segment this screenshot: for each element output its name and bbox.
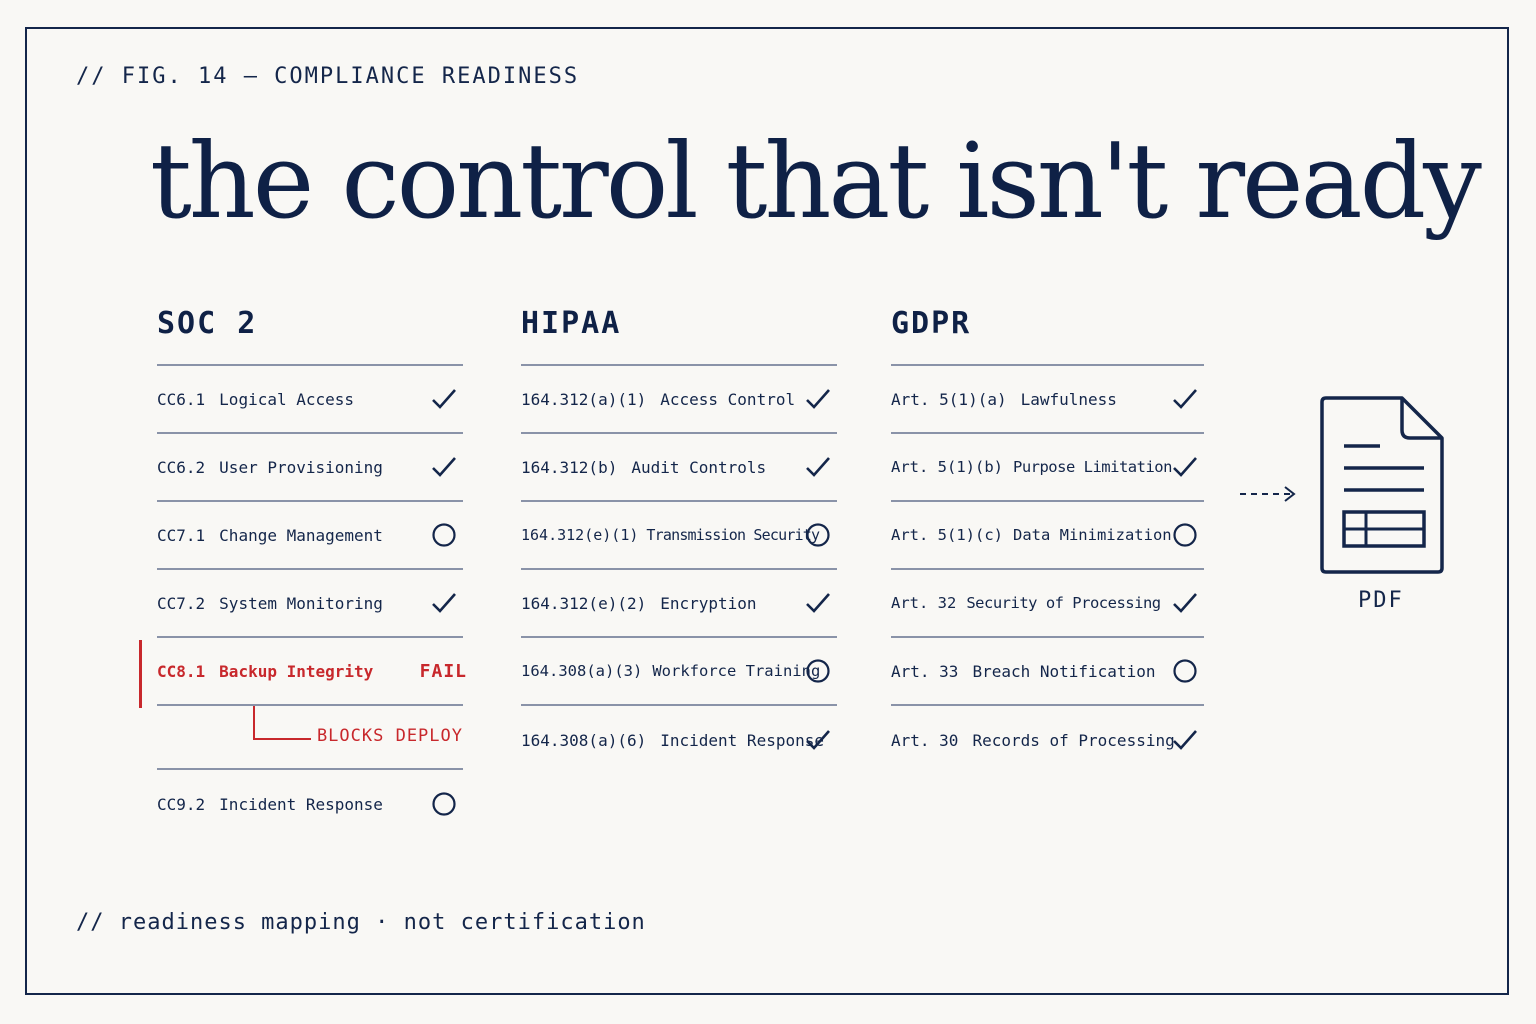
control-label: User Provisioning [219, 457, 383, 477]
control-code: 164.312(e)(2) [521, 593, 647, 613]
control-label: Change Management [219, 525, 383, 545]
control-code: Art. 5(1)(a) [891, 389, 1007, 409]
control-row [157, 366, 463, 434]
control-row [891, 434, 1204, 502]
control-code: 164.312(a)(1) [521, 389, 647, 409]
check-icon [805, 727, 831, 753]
headline: the control that isn't ready [150, 120, 1479, 242]
control-label: Incident Response [660, 730, 824, 750]
control-label: Backup Integrity [219, 661, 374, 681]
column-soc2 [157, 300, 467, 838]
check-icon [805, 454, 831, 480]
figure-label: // FIG. 14 — COMPLIANCE READINESS [76, 64, 580, 89]
control-code: Art. 5(1)(c) [891, 526, 1003, 544]
check-icon [805, 386, 831, 412]
connector-line [253, 706, 311, 740]
control-code: CC7.2 [157, 593, 206, 613]
control-row [521, 366, 837, 434]
pdf-document-icon [1318, 394, 1448, 578]
control-label: Audit Controls [631, 457, 767, 477]
blocks-deploy-row [157, 706, 463, 770]
control-row [157, 434, 463, 502]
open-circle-icon [805, 658, 831, 684]
control-label: Breach Notification [972, 661, 1156, 681]
blocks-deploy-note: BLOCKS DEPLOY [316, 726, 463, 746]
open-circle-icon [431, 522, 457, 548]
control-row [891, 502, 1204, 570]
control-label: Transmission Security [646, 526, 820, 544]
control-row-failed [157, 638, 467, 706]
control-code: CC6.1 [157, 389, 206, 409]
column-title: HIPAA [521, 306, 622, 341]
control-row [157, 570, 463, 638]
check-icon [1172, 590, 1198, 616]
open-circle-icon [805, 522, 831, 548]
column-title: SOC 2 [157, 306, 258, 341]
column-hipaa [521, 300, 837, 774]
open-circle-icon [1172, 522, 1198, 548]
fail-marker-bar [139, 640, 142, 708]
control-code: CC9.2 [157, 794, 206, 814]
control-code: Art. 5(1)(b) [891, 458, 1003, 476]
control-row [521, 706, 837, 774]
control-code: 164.312(e)(1) [521, 526, 639, 544]
control-row [521, 638, 837, 706]
control-code: Art. 32 [891, 594, 957, 612]
control-row [521, 434, 837, 502]
check-icon [431, 386, 457, 412]
control-label: Access Control [660, 389, 796, 409]
control-label: Lawfulness [1020, 389, 1117, 409]
fail-badge: FAIL [419, 660, 467, 682]
control-row [891, 638, 1204, 706]
open-circle-icon [431, 791, 457, 817]
control-row [157, 770, 463, 838]
control-code: CC6.2 [157, 457, 206, 477]
control-code: CC7.1 [157, 525, 206, 545]
control-label: Purpose Limitation [1012, 458, 1172, 476]
check-icon [1172, 727, 1198, 753]
control-code: 164.308(a)(3) [521, 662, 643, 680]
control-row [521, 502, 837, 570]
control-label: System Monitoring [219, 593, 383, 613]
open-circle-icon [1172, 658, 1198, 684]
check-icon [805, 590, 831, 616]
dashed-arrow-icon [1238, 482, 1298, 506]
control-row [891, 366, 1204, 434]
control-label: Security of Processing [966, 594, 1161, 612]
control-label: Data Minimization [1012, 526, 1172, 544]
control-row [157, 502, 463, 570]
control-row [891, 706, 1204, 774]
column-gdpr [891, 300, 1204, 774]
check-icon [431, 590, 457, 616]
pdf-label: PDF [1358, 588, 1404, 613]
control-code: Art. 30 [891, 730, 959, 750]
control-code: CC8.1 [157, 661, 206, 681]
check-icon [1172, 454, 1198, 480]
column-title: GDPR [891, 306, 972, 341]
control-code: Art. 33 [891, 661, 959, 681]
footer-note: // readiness mapping · not certification [76, 910, 646, 935]
check-icon [431, 454, 457, 480]
control-label: Incident Response [219, 794, 383, 814]
control-label: Encryption [660, 593, 757, 613]
check-icon [1172, 386, 1198, 412]
control-row [891, 570, 1204, 638]
control-code: 164.308(a)(6) [521, 730, 647, 750]
control-label: Records of Processing [972, 730, 1175, 750]
control-label: Logical Access [219, 389, 355, 409]
control-label: Workforce Training [652, 662, 821, 680]
control-row [521, 570, 837, 638]
control-code: 164.312(b) [521, 457, 618, 477]
